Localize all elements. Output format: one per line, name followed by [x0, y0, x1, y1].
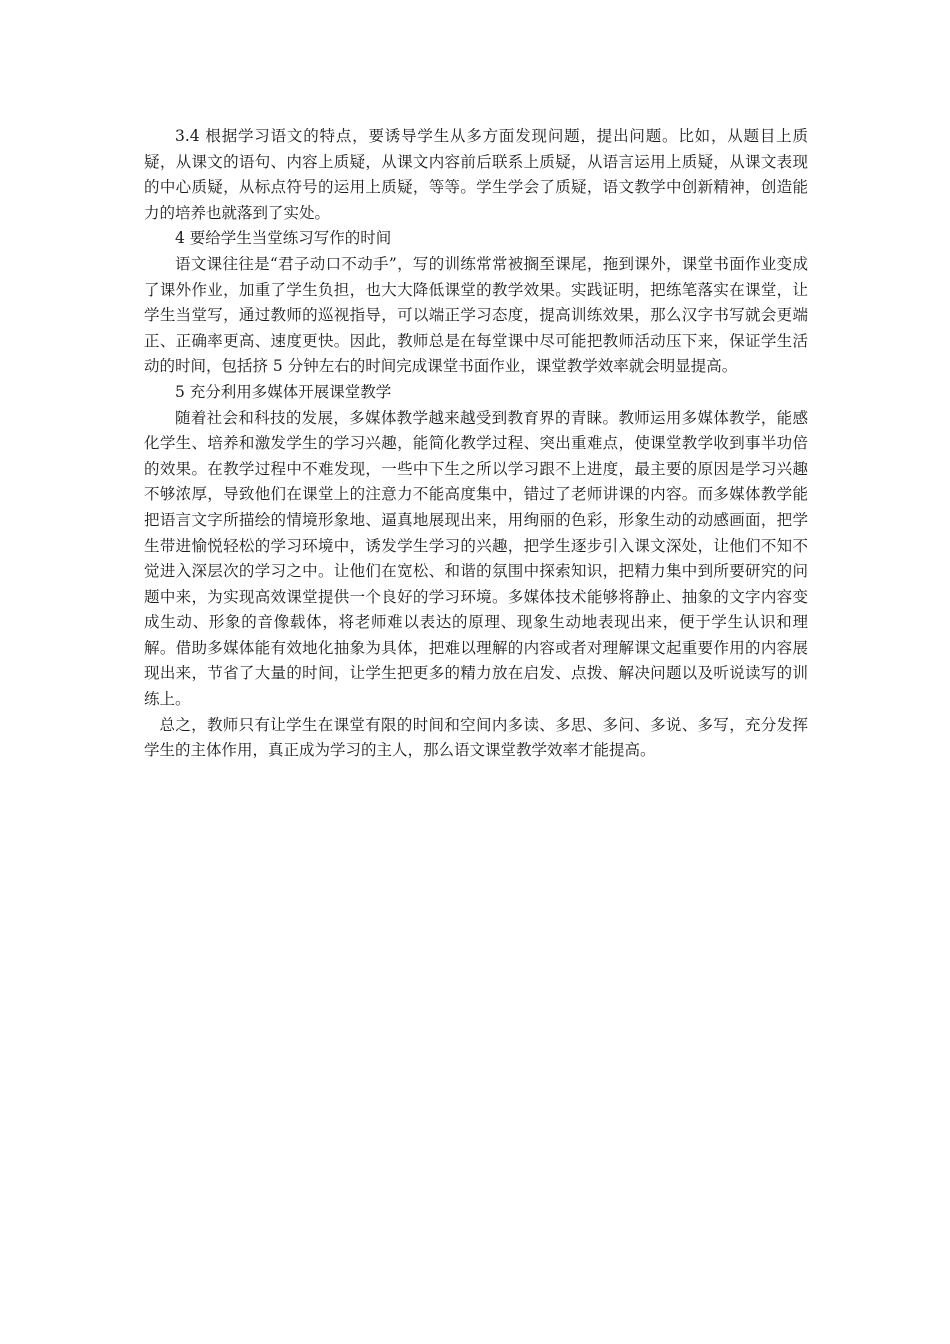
section-heading-4: 4 要给学生当堂练习写作的时间 [175, 229, 392, 248]
paragraph-writing-practice: 语文课往往是“君子动口不动手”，写的训练常常被搁至课尾，拖到课外，课堂书面作业变成了课外作业，加重了学生负担，也大大降低课堂的教学效果。实践证明，把练笔落实在课堂，让学生当堂写，通过教师的巡视指导，可以端正学习态度，提高训练效果，那么汉字书写就会更端正、正确率更高、速度更快。因此，教师总是在每堂课中尽可能把教师活动压下来，保证学生活动的时间，包括挤 5 分钟左右的时间完成课堂书面作业，课堂教学效率就会明显提高。 [144, 254, 808, 376]
paragraph-multimedia: 随着社会和科技的发展，多媒体教学越来越受到教育界的青睐。教师运用多媒体教学，能感化学生、培养和激发学生的学习兴趣，能简化教学过程、突出重难点，使课堂教学收到事半功倍的效果。在教学过程中不难发现，一些中下生之所以学习跟不上进度，最主要的原因是学习兴趣不够浓厚，导致他们在课堂上的注意力不能高度集中，错过了老师讲课的内容。而多媒体教学能把语言文字所描绘的情境形象地、逼真地展现出来，用绚丽的色彩，形象生动的动感画面，把学生带进愉悦轻松的学习环境中，诱发学生学习的兴趣，把学生逐步引入课文深处，让他们不知不觉进入深层次的学习之中。让他们在宽松、和谐的氛围中探索知识，把精力集中到所要研究的问题中来，为实现高效课堂提供一个良好的学习环境。多媒体技术能够将静止、抽象的文字内容变成生动、形象的音像载体，将老师难以表达的原理、现象生动地表现出来，便于学生认识和理解。借助多媒体能有效地化抽象为具体，把难以理解的内容或者对理解课文起重要作用的内容展现出来，节省了大量的时间，让学生把更多的精力放在启发、点拨、解决问题以及听说读写的训练上。 [144, 408, 808, 709]
section-heading-5: 5 充分利用多媒体开展课堂教学 [175, 382, 392, 401]
paragraph-conclusion: 总之，教师只有让学生在课堂有限的时间和空间内多读、多思、多问、多说、多写，充分发挥学生的主体作用，真正成为学习的主人，那么语文课堂教学效率才能提高。 [144, 715, 808, 760]
document-body [144, 124, 808, 764]
paragraph-questioning: 3.4 根据学习语文的特点，要诱导学生从多方面发现问题，提出问题。比如，从题目上质疑，从课文的语句、内容上质疑，从课文内容前后联系上质疑，从语言运用上质疑，从课文表现的中心质疑，从标点符号的运用上质疑，等等。学生学会了质疑，语文教学中创新精神，创造能力的培养也就落到了实处。 [144, 127, 808, 222]
